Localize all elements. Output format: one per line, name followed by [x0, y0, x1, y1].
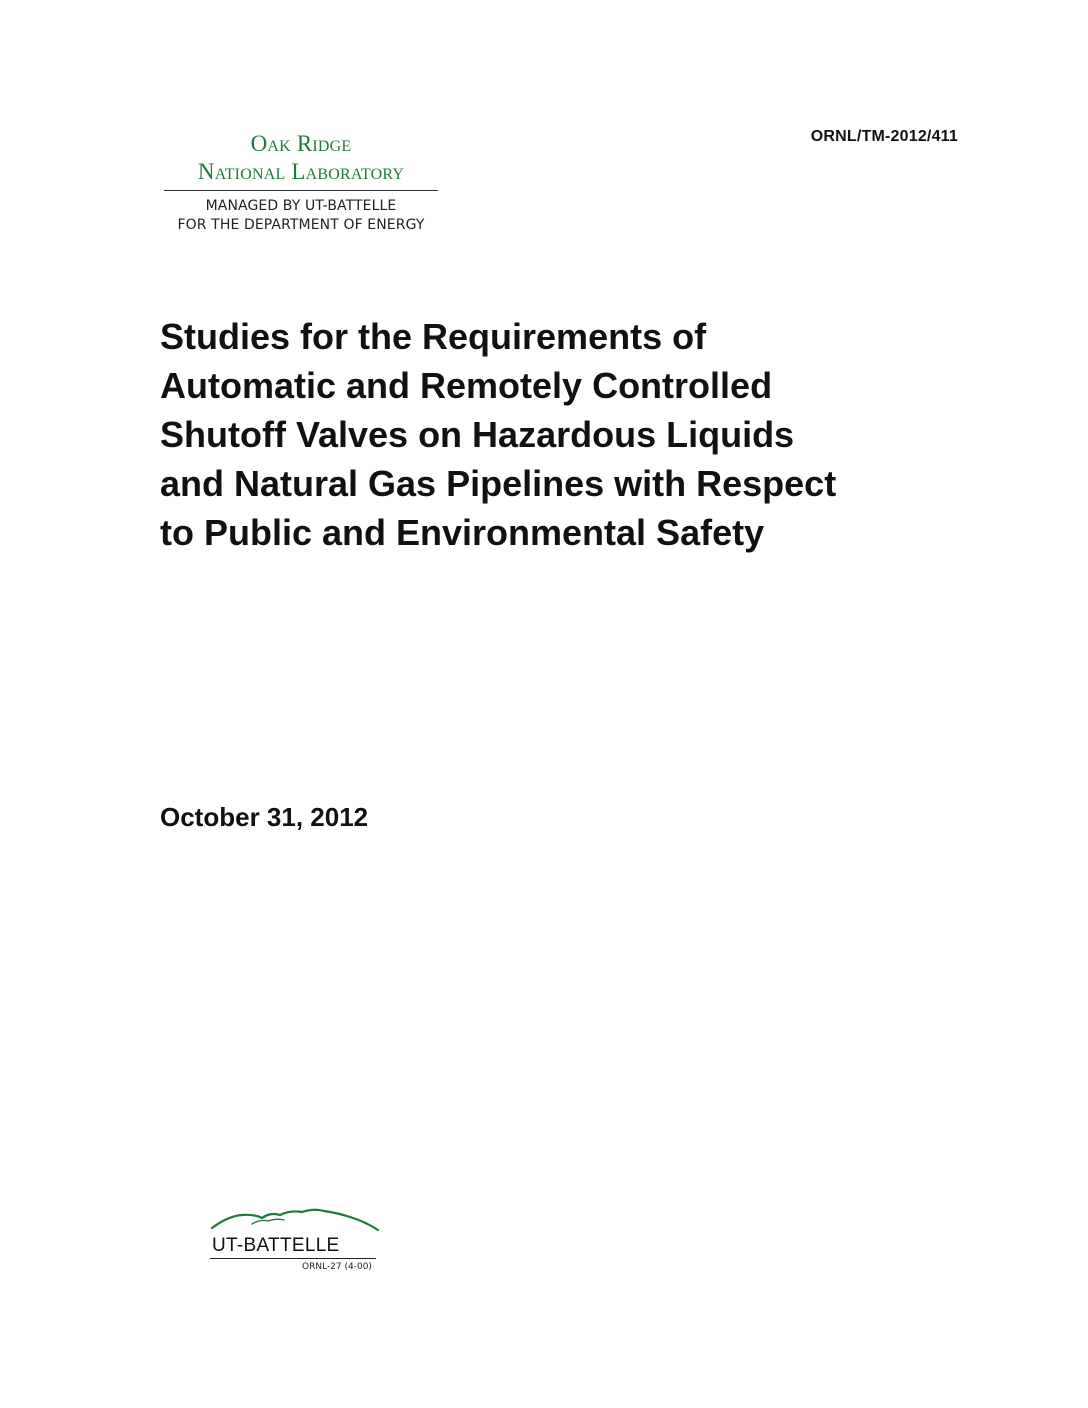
report-date: October 31, 2012: [160, 802, 369, 832]
ornl-logo-line2: National Laboratory: [197, 159, 405, 184]
form-number: ORNL-27 (4-00): [302, 1262, 372, 1272]
ornl-logo-managed-by: MANAGED BY UT-BATTELLE: [205, 198, 397, 214]
ornl-logo-department: FOR THE DEPARTMENT OF ENERGY: [177, 217, 425, 233]
title-line: Shutoff Valves on Hazardous Liquids: [160, 414, 795, 455]
ornl-logo: [164, 130, 438, 235]
title-line: Automatic and Remotely Controlled: [160, 365, 773, 406]
title-line: and Natural Gas Pipelines with Respect: [160, 463, 837, 504]
title-line: Studies for the Requirements of: [160, 316, 707, 357]
ut-battelle-logo: [210, 1202, 380, 1259]
ut-battelle-wordmark: UT-BATTELLE: [212, 1235, 340, 1256]
ornl-logo-line1: Oak Ridge: [250, 131, 352, 156]
ut-battelle-underline: [210, 1258, 376, 1259]
report-title: [160, 312, 980, 557]
title-line: to Public and Environmental Safety: [160, 512, 765, 553]
ornl-logo-divider: [164, 190, 438, 191]
report-number: ORNL/TM-2012/411: [810, 128, 958, 145]
mountain-ridge-icon: [210, 1202, 380, 1232]
